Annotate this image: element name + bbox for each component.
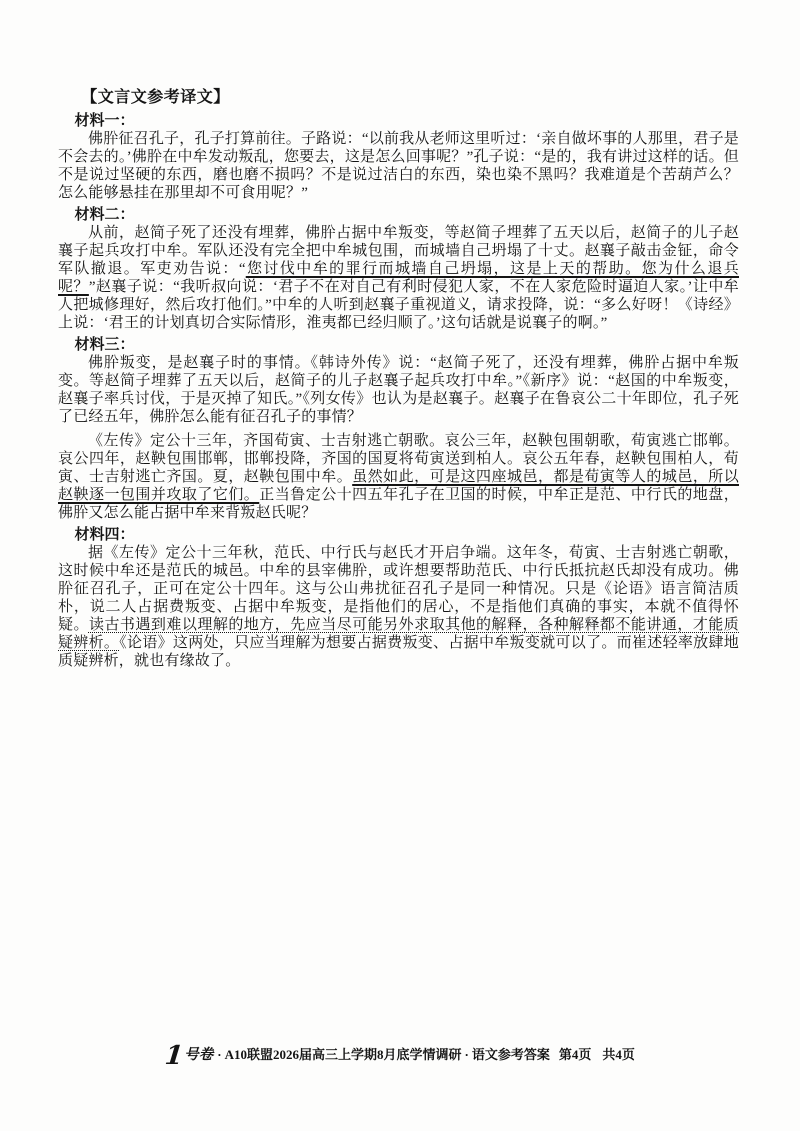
text-segment: 佛肸征召孔子，孔子打算前往。子路说：“以前我从老师这里听过：‘亲自做坏事的人那里，君子是不会去的。’佛肸在中牟发动叛乱，您要去，这是怎么回事呢？”孔子说：“是的，我有讲过这样的话。但不是说过坚硬的东西，磨也磨不损吗？不是说过洁白的东西，染也染不黑吗？我难道是个苦葫芦么？怎么能够悬挂在那里却不可食用呢？” — [58, 131, 739, 201]
section-heading: 材料一： — [74, 112, 135, 129]
page-footer — [0, 1043, 800, 1069]
footer-page-total: 共4页 — [602, 1047, 635, 1062]
underlined-text-segment: 您讨伐中牟的罪行而城墙自己坍塌，这是上天的帮助。您为什么退兵呢？ — [58, 261, 739, 295]
text-segment: 《论语》这两处，只应当理解为想要占据费叛变、占据中牟叛变就可以了。而崔述轻率放肆地质疑辨析，就也有缘故了。 — [58, 635, 739, 669]
underlined-text-segment: 读古书遇到难以理解的地方，先应当尽可能另外求取其他的解释，各种解释都不能讲通，才能质疑辨析。 — [58, 617, 739, 651]
footer-page-number: 第4页 — [558, 1047, 592, 1062]
brand-logo-name: 号卷 — [184, 1047, 214, 1063]
footer-subject: 语文参考答案 — [471, 1047, 550, 1062]
paragraph — [58, 224, 739, 332]
paragraph — [58, 354, 739, 426]
footer-exam-name: A10联盟2026届高三上学期8月底学情调研 — [224, 1047, 462, 1062]
paragraph — [58, 544, 739, 670]
underlined-text-segment: 虽然如此，可是这四座城邑，都是荀寅等人的城邑，所以赵鞅逐一包围并攻取了它们。 — [58, 469, 739, 503]
page-title: 【文言文参考译文】 — [81, 89, 230, 106]
paragraph — [58, 130, 739, 202]
text-segment: 佛肸叛变，是赵襄子时的事情。《韩诗外传》说：“赵简子死了，还没有埋葬，佛肸占据中牟叛变。等赵简子埋葬了五天以后，赵简子的儿子赵襄子起兵攻打中牟。”《新序》说：“赵国的中牟叛变，赵襄子率兵讨伐，于是灭掉了知氏。”《列女传》也认为是赵襄子。赵襄子在鲁哀公二十年即位，孔子死了已经五年，佛肸怎么能有征召孔子的事情？ — [58, 355, 739, 425]
paragraph — [58, 432, 739, 522]
footer-separator: · — [464, 1047, 469, 1062]
section-heading: 材料四： — [74, 526, 135, 543]
section-heading: 材料二： — [74, 206, 135, 223]
section-heading: 材料三： — [74, 336, 135, 353]
text-segment: 正当鲁定公十四五年孔子在卫国的时候，中牟正是范、中行氏的地盘，佛肸又怎么能占据中牟来背叛赵氏呢？ — [58, 487, 739, 521]
text-segment: 《左传》定公十三年，齐国荀寅、士吉射逃亡朝歌。哀公三年，赵鞅包围朝歌，荀寅逃亡邯郸。哀公四年，赵鞅包围邯郸，邯郸投降，齐国的国夏将荀寅送到柏人。哀公五年春，赵鞅包围柏人，荀寅、士吉射逃亡齐国。夏，赵鞅包围中牟。 — [58, 433, 739, 485]
brand-logo-numeral: 1 — [163, 1041, 185, 1071]
translation-content — [58, 88, 739, 670]
footer-separator: · — [217, 1047, 222, 1062]
text-segment: 从前，赵简子死了还没有埋葬，佛肸占据中牟叛变，等赵简子埋葬了五天以后，赵简子的儿子赵襄子起兵攻打中牟。军队还没有完全把中牟城包围，而城墙自己坍塌了十丈。赵襄子敲击金钲，命令军队撤退。军吏劝告说：“ — [58, 225, 739, 277]
text-segment: 据《左传》定公十三年秋，范氏、中行氏与赵氏才开启争端。这年冬，荀寅、士吉射逃亡朝歌，这时候中牟还是范氏的城邑。中牟的县宰佛肸，或许想要帮助范氏、中行氏抵抗赵氏却没有成功。佛肸征召孔子，正可在定公十四年。这与公山弗扰征召孔子是同一种情况。只是《论语》语言简洁质朴，说二人占据费叛变、占据中牟叛变，是指他们的居心，不是指他们真确的事实，本就不值得怀疑。 — [58, 545, 739, 633]
sections-container — [58, 112, 739, 670]
text-segment: ”赵襄子说：“我听叔向说：‘君子不在对自己有利时侵犯人家，不在人家危险时逼迫人家。’让中牟人把城修理好，然后攻打他们。”中牟的人听到赵襄子重视道义，请求投降，说：“多么好呀！《诗经》上说：‘君王的计划真切合实际情形，淮夷都已经归顺了。’这句话就是说襄子的啊。” — [58, 279, 739, 331]
